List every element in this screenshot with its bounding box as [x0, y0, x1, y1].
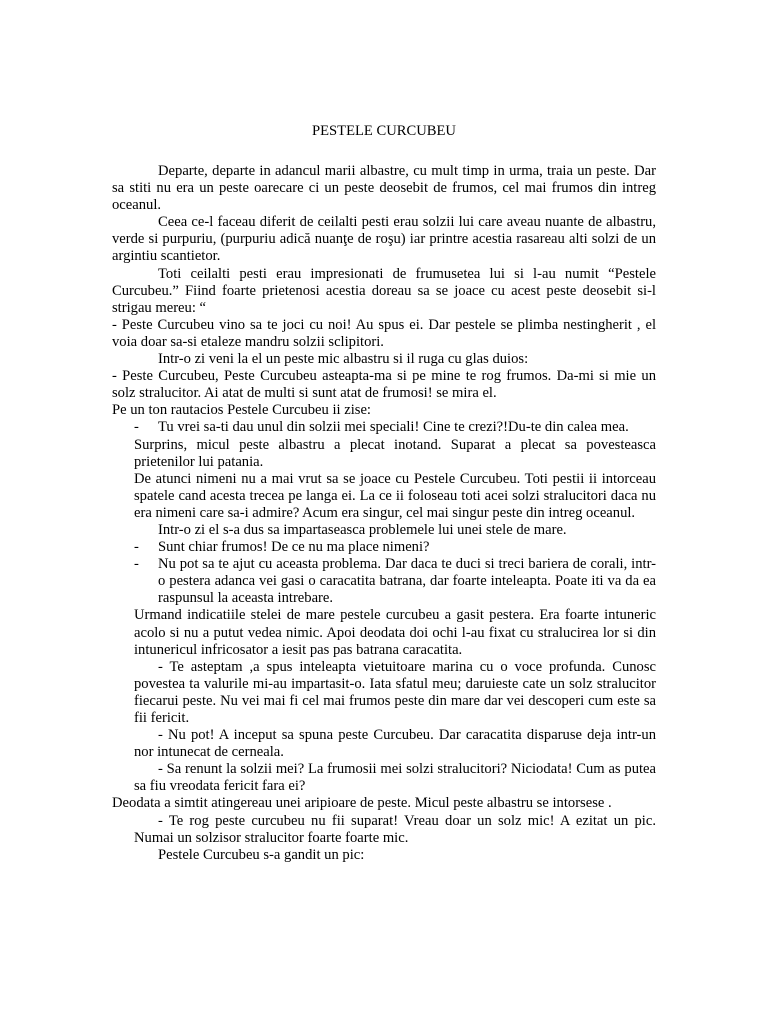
paragraph: Intr-o zi el s-a dus sa impartaseasca problemele lui unei stele de mare.	[158, 521, 567, 538]
dialogue-paragraph: - Nu pot! A inceput sa spuna peste Curcubeu. Dar caracatita disparuse deja intr-un nor intunecat de cerneala.	[134, 727, 656, 761]
story-title: PESTELE CURCUBEU	[312, 123, 456, 139]
paragraph: Urmand indicatiile stelei de mare pestele curcubeu a gasit pestera. Era foarte intuneric acolo si nu a putut vedea nimic. Apoi deodata doi ochi l-au fixat cu stralucirea lor si din intunericul infricosator a iesit pas pas batrana caracatita.	[134, 607, 656, 658]
dialogue-list-item	[112, 419, 656, 436]
indented-block	[112, 437, 656, 540]
paragraph: Toti ceilalti pesti erau impresionati de frumusetea lui si l-au numit “Pestele Curcubeu.” Fiind foarte prietenosi acestia doreau sa se joace cu acest peste deosebit si-l strigau mereu: “	[112, 265, 656, 316]
paragraph: Surprins, micul peste albastru a plecat inotand. Suparat a plecat sa povesteasca prietenilor lui patania.	[134, 436, 656, 470]
list-item-text: Sunt chiar frumos! De ce nu ma place nimeni?	[158, 539, 430, 556]
dialogue-list-item	[112, 539, 656, 556]
paragraph: Ceea ce-l faceau diferit de ceilalti pesti erau solzii lui care aveau nuante de albastru, verde si purpuriu, (purpuriu adică nuanţe de roşu) iar printre acestia rasareau alti solzi de un argintiu scantietor.	[112, 214, 656, 265]
dialogue-paragraph: - Peste Curcubeu vino sa te joci cu noi! Au spus ei. Dar pestele se plimba nestingherit , el voia doar sa-si etaleze mandru solzii sclipitori.	[112, 316, 656, 350]
dialogue-paragraph: - Te rog peste curcubeu nu fii suparat! Vreau doar un solz mic! A ezitat un pic. Numai un solzisor stralucitor foarte foarte mic.	[134, 812, 656, 846]
paragraph: De atunci nimeni nu a mai vrut sa se joace cu Pestele Curcubeu. Toti pestii ii intorceau spatele cand acesta trecea pe langa ei. La ce ii foloseau toti acei solzi stralucitori daca nu era nimeni care sa-i admire? Acum era singur, cel mai singur peste din intreg oceanul.	[134, 470, 656, 521]
story-body	[112, 163, 656, 864]
dash-marker: -	[134, 539, 139, 556]
dialogue-paragraph: - Peste Curcubeu, Peste Curcubeu asteapta-ma si pe mine te rog frumos. Da-mi si mie un solz stralucitor. Ai atat de multi si sunt atat de frumosi! se mira el.	[112, 368, 656, 402]
indented-block	[112, 607, 656, 795]
paragraph: Pe un ton rautacios Pestele Curcubeu ii zise:	[112, 402, 371, 419]
paragraph: Departe, departe in adancul marii albastre, cu mult timp in urma, traia un peste. Dar sa stiti nu era un peste oarecare ci un peste deosebit de frumos, cel mai frumos din intreg oceanul.	[112, 163, 656, 214]
dialogue-paragraph: - Sa renunt la solzii mei? La frumosii mei solzi stralucitori? Niciodata! Cum as putea sa fiu vreodata fericit fara ei?	[134, 761, 656, 795]
paragraph: Intr-o zi veni la el un peste mic albastru si il ruga cu glas duios:	[158, 351, 529, 368]
paragraph: Pestele Curcubeu s-a gandit un pic:	[158, 846, 365, 863]
list-item-text: Nu pot sa te ajut cu aceasta problema. Dar daca te duci si treci bariera de corali, intr-o pestera adanca vei gasi o caracatita batrana, dar foarte inteleapta. Poate iti va da ea raspunsul la aceasta intrebare.	[158, 556, 656, 607]
dialogue-paragraph: - Te asteptam ,a spus inteleapta vietuitoare marina cu o voce profunda. Cunosc povestea ta valurile mi-au impartasit-o. Iata sfatul meu; daruieste cate un solz stralucitor fiecarui peste. Nu vei mai fi cel mai frumos peste din mare dar vei descoperi cum este sa fii fericit.	[134, 658, 656, 726]
dash-marker: -	[134, 556, 139, 573]
dash-marker: -	[134, 419, 139, 436]
list-item-text: Tu vrei sa-ti dau unul din solzii mei speciali! Cine te crezi?!Du-te din calea mea.	[158, 419, 629, 436]
dialogue-list-item	[112, 556, 656, 607]
indented-block	[112, 813, 656, 847]
paragraph: Deodata a simtit atingereau unei aripioare de peste. Micul peste albastru se intorsese .	[112, 795, 612, 812]
